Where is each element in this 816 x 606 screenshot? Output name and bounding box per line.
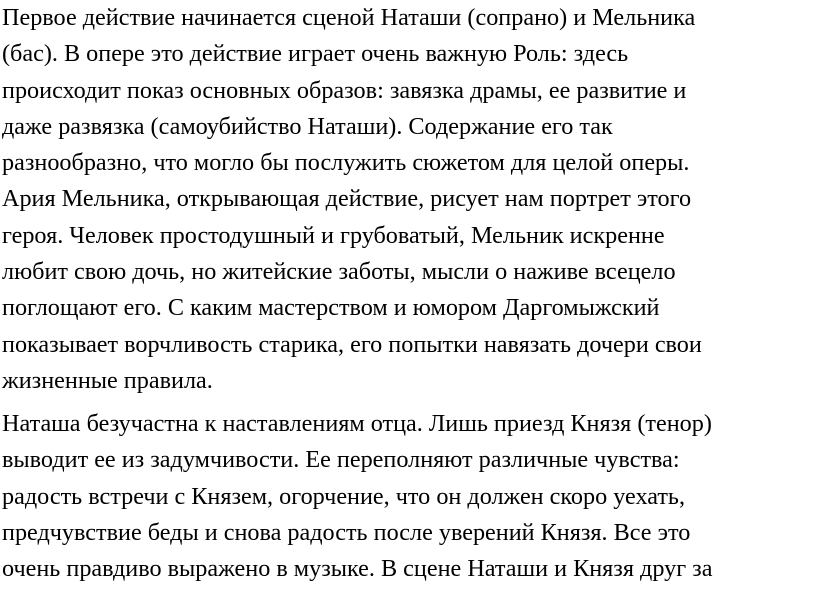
paragraph-2 — [0, 406, 712, 587]
paragraph-line: выводит ее из задумчивости. Ее переполняют различные чувства: — [2, 446, 680, 474]
paragraph-line: Первое действие начинается сценой Наташи (сопрано) и Мельника — [2, 4, 696, 31]
paragraph-line: происходит показ основных образов: завязка драмы, ее развитие и — [2, 76, 687, 104]
paragraph-line: даже развязка (самоубийство Наташи). Содержание его так — [2, 112, 613, 140]
paragraph-line: (бас). В опере это действие играет очень важную Роль: здесь — [2, 40, 629, 68]
paragraph-line: любит свою дочь, но житейские заботы, мысли о наживе всецело — [2, 258, 676, 286]
paragraph-line: поглощают его. С каким мастерством и юмором Даргомыжский — [2, 294, 660, 322]
paragraph-line: показывает ворчливость старика, его попытки навязать дочери свои — [2, 330, 702, 358]
paragraph-line: Наташа безучастна к наставлениям отца. Лишь приезд Князя (тенор) — [2, 410, 712, 437]
paragraph-line: героя. Человек простодушный и грубоватый, Мельник искренне — [2, 221, 665, 249]
paragraph-line: предчувствие беды и снова радость после уверений Князя. Все это — [2, 518, 691, 546]
paragraph-line: жизненные правила. — [2, 366, 213, 394]
paragraph-line: очень правдиво выражено в музыке. В сцене Наташи и Князя друг за — [2, 555, 713, 583]
paragraph-line: радость встречи с Князем, огорчение, что он должен скоро уехать, — [2, 482, 685, 510]
paragraph-line: Ария Мельника, открывающая действие, рисует нам портрет этого — [2, 185, 692, 213]
paragraph-line: разнообразно, что могло бы послужить сюжетом для целой оперы. — [2, 149, 690, 177]
